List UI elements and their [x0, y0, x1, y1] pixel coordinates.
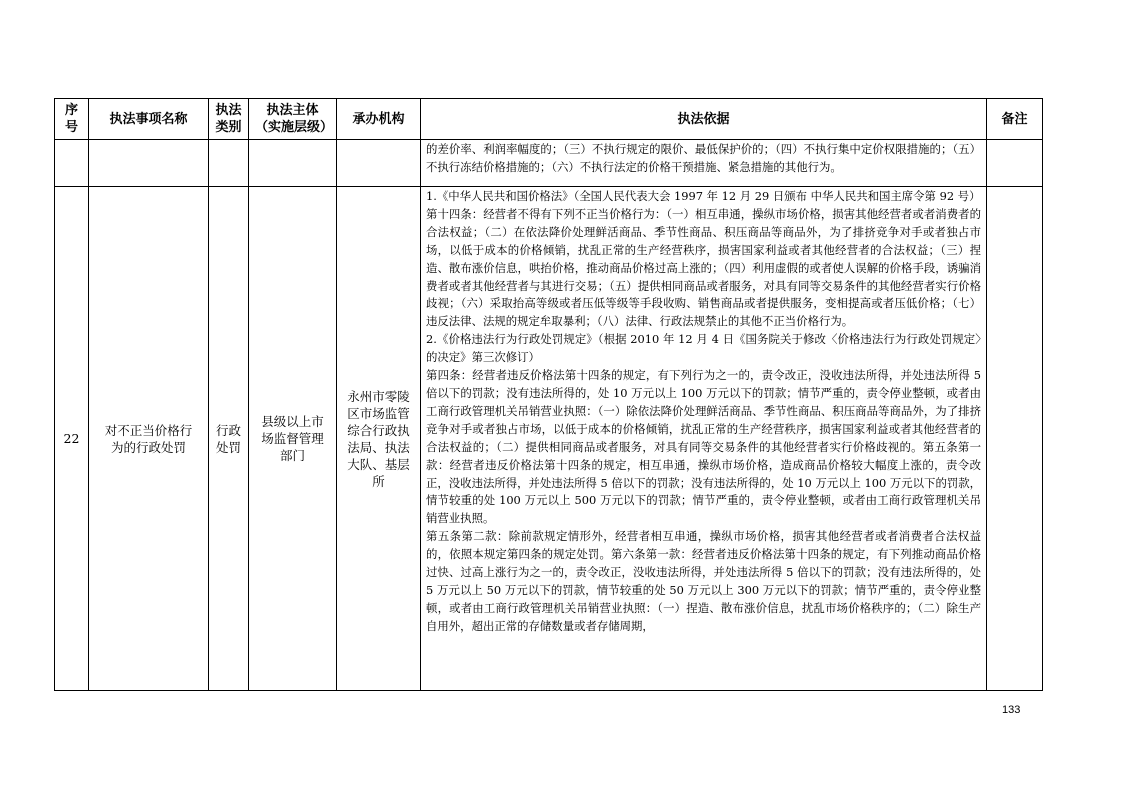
header-name: 执法事项名称	[89, 99, 209, 140]
basis-cell	[421, 140, 987, 187]
table-row	[55, 140, 1043, 187]
enforcement-table	[54, 98, 1043, 691]
header-subject: 执法主体（实施层级）	[249, 99, 337, 140]
agency-cell: 永州市零陵区市场监管综合行政执法局、执法大队、基层所	[337, 187, 421, 691]
header-basis: 执法依据	[421, 99, 987, 140]
header-remarks: 备注	[987, 99, 1043, 140]
category-cell	[209, 140, 249, 187]
header-row	[55, 99, 1043, 140]
name-cell: 对不正当价格行为的行政处罚	[89, 187, 209, 691]
header-category: 执法类别	[209, 99, 249, 140]
basis-paragraph: 1.《中华人民共和国价格法》（全国人民代表大会 1997 年 12 月 29 日颁布 中华人民共和国主席令第 92 号）	[426, 189, 981, 203]
subject-cell: 县级以上市场监督管理部门	[249, 187, 337, 691]
basis-paragraph: 2.《价格违法行为行政处罚规定》（根据 2010 年 12 月 4 日《国务院关于修改〈价格违法行为行政处罚规定〉的决定》第三次修订）	[426, 332, 981, 365]
category-cell: 行政处罚	[209, 187, 249, 691]
agency-cell	[337, 140, 421, 187]
seq-cell	[55, 140, 89, 187]
remarks-cell	[987, 187, 1043, 691]
basis-paragraph: 的差价率、利润率幅度的；（三）不执行规定的限价、最低保护价的；（四）不执行集中定价权限措施的；（五）不执行冻结价格措施的；（六）不执行法定的价格干预措施、紧急措施的其他行为。	[426, 142, 981, 174]
seq-cell: 22	[55, 187, 89, 691]
basis-paragraph: 第五条第二款：除前款规定情形外，经营者相互串通，操纵市场价格，损害其他经营者或者消费者合法权益的，依照本规定第四条的规定处罚。第六条第一款：经营者违反价格法第十四条的规定，有下列推动商品价格过快、过高上涨行为之一的，责令改正，没收违法所得，并处违法所得 5 倍以下的罚款；没有违法所得的，处 5 万元以上 50 万元以下的罚款，情节较重的处 50 万元以上 300 万元以下的罚款；情节严重的，责令停业整顿，或者由工商行政管理机关吊销营业执照：（一）捏造、散布涨价信息，扰乱市场价格秩序的；（二）除生产自用外，超出正常的存储数量或者存储周期，	[426, 529, 981, 633]
basis-paragraph: 第四条：经营者违反价格法第十四条的规定，有下列行为之一的，责令改正，没收违法所得，并处违法所得 5 倍以下的罚款；没有违法所得的，处 10 万元以上 100 万元以下的罚款；情节严重的，责令停业整顿，或者由工商行政管理机关吊销营业执照：（一）除依法降价处理鲜活商品、季节性商品、积压商品等商品外，为了排挤竞争对手或者独占市场，以低于成本的价格倾销，扰乱正常的生产经营秩序，损害国家利益或者其他经营者的合法权益的；（二）提供相同商品或者服务，对具有同等交易条件的其他经营者实行价格歧视的。第五条第一款：经营者违反价格法第十四条的规定，相互串通，操纵市场价格，造成商品价格较大幅度上涨的，责令改正，没收违法所得，并处违法所得 5 倍以下的罚款；没有违法所得的，处 10 万元以上 100 万元以下的罚款，情节较重的处 100 万元以上 500 万元以下的罚款；情节严重的，责令停业整顿，或者由工商行政管理机关吊销营业执照。	[426, 368, 981, 526]
header-agency: 承办机构	[337, 99, 421, 140]
name-cell	[89, 140, 209, 187]
header-seq: 序号	[55, 99, 89, 140]
remarks-cell	[987, 140, 1043, 187]
basis-cell	[421, 187, 987, 691]
table-row	[55, 187, 1043, 691]
basis-paragraph: 第十四条：经营者不得有下列不正当价格行为：（一）相互串通，操纵市场价格，损害其他经营者或者消费者的合法权益；（二）在依法降价处理鲜活商品、季节性商品、积压商品等商品外，为了排挤竞争对手或者独占市场，以低于成本的价格倾销，扰乱正常的生产经营秩序，损害国家利益或者其他经营者的合法权益；（三）捏造、散布涨价信息，哄抬价格，推动商品价格过高上涨的；（四）利用虚假的或者使人误解的价格手段，诱骗消费者或者其他经营者与其进行交易；（五）提供相同商品或者服务，对具有同等交易条件的其他经营者实行价格歧视；（六）采取抬高等级或者压低等级等手段收购、销售商品或者提供服务，变相提高或者压低价格；（七）违反法律、法规的规定牟取暴利；（八）法律、行政法规禁止的其他不正当价格行为。	[426, 206, 981, 329]
page-number: 133	[1002, 704, 1021, 716]
subject-cell	[249, 140, 337, 187]
